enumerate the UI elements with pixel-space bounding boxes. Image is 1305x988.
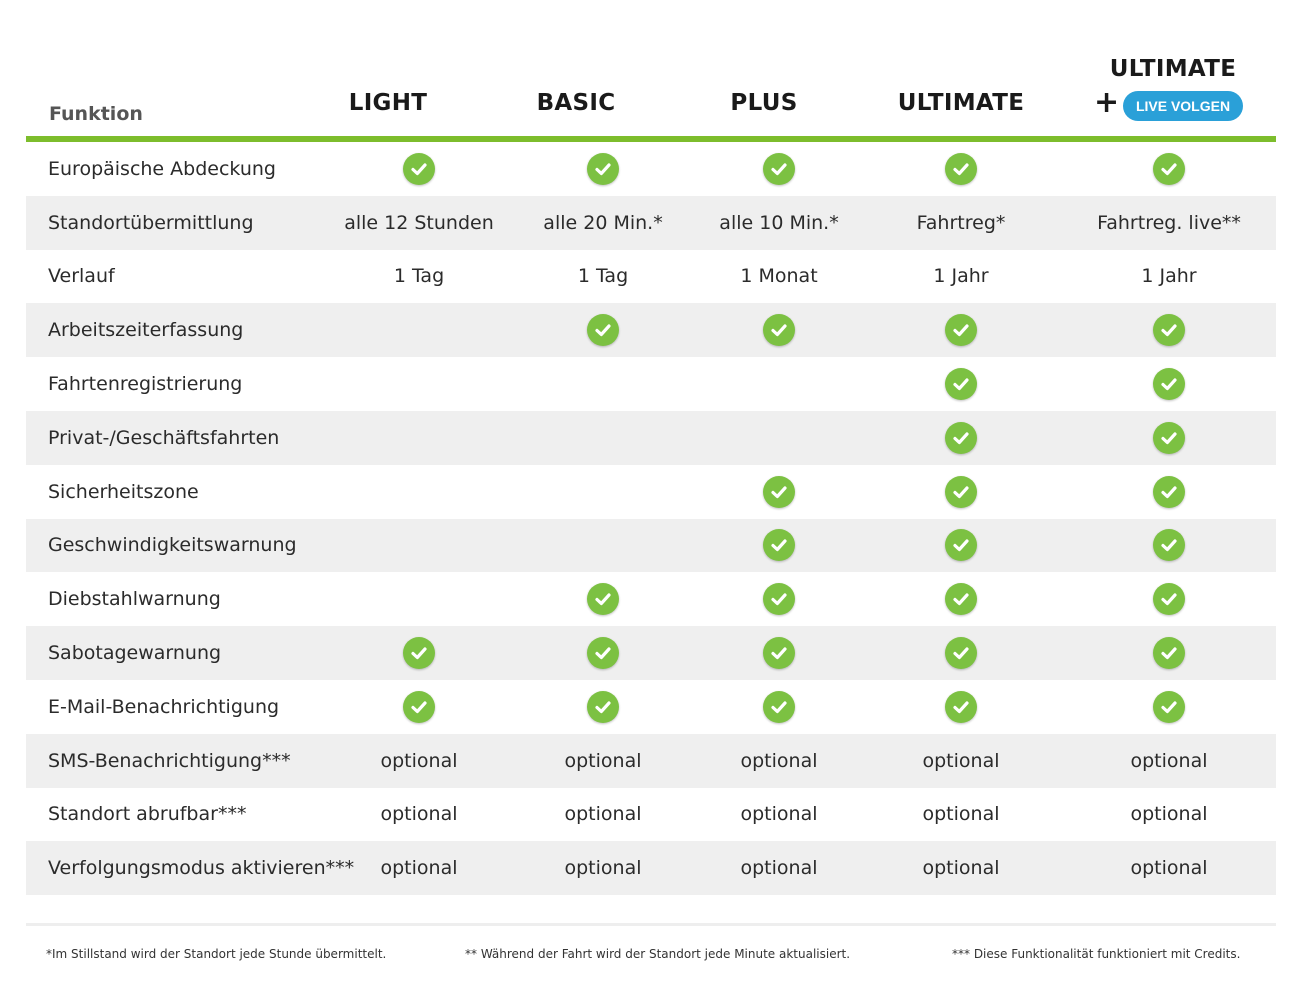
table-row — [26, 142, 1276, 196]
table-cell — [699, 465, 859, 519]
table-cell: alle 10 Min.* — [719, 211, 839, 234]
table-cell: Fahrtreg. live** — [1097, 211, 1241, 234]
checkmark-icon — [763, 583, 795, 615]
table-cell: 1 Tag — [577, 265, 629, 288]
table-cell — [339, 465, 499, 519]
table-cell — [699, 142, 859, 196]
checkmark-icon — [945, 314, 977, 346]
checkmark-icon — [1153, 637, 1185, 669]
checkmark-icon — [587, 691, 619, 723]
table-row — [26, 841, 1276, 895]
table-row — [26, 626, 1276, 680]
table-cell — [1069, 680, 1269, 734]
table-cell — [1069, 357, 1269, 411]
checkmark-icon — [763, 153, 795, 185]
table-cell — [1069, 519, 1269, 573]
table-row — [26, 411, 1276, 465]
checkmark-icon — [1153, 529, 1185, 561]
checkmark-icon — [763, 314, 795, 346]
table-cell — [1069, 572, 1269, 626]
table-cell — [339, 411, 499, 465]
table-cell: 1 Jahr — [1141, 265, 1197, 288]
plan-header-ultimate-live: ULTIMATE — [1109, 56, 1237, 82]
checkmark-icon — [945, 476, 977, 508]
table-row — [26, 519, 1276, 573]
feature-table — [26, 142, 1276, 895]
table-cell: optional — [564, 749, 642, 772]
checkmark-icon — [945, 368, 977, 400]
checkmark-icon — [403, 153, 435, 185]
checkmark-icon — [403, 637, 435, 669]
table-header — [26, 50, 1276, 136]
table-row — [26, 196, 1276, 250]
table-cell — [339, 303, 499, 357]
table-cell: optional — [1130, 857, 1208, 880]
table-cell — [523, 626, 683, 680]
checkmark-icon — [1153, 583, 1185, 615]
table-cell — [339, 680, 499, 734]
plan-header-basic: BASIC — [536, 90, 616, 116]
feature-label: Sabotagewarnung — [48, 642, 222, 665]
checkmark-icon — [587, 637, 619, 669]
table-row — [26, 250, 1276, 304]
plan-header-plus: PLUS — [730, 90, 798, 116]
table-cell: alle 20 Min.* — [543, 211, 663, 234]
checkmark-icon — [587, 153, 619, 185]
checkmark-icon — [945, 529, 977, 561]
table-cell — [881, 303, 1041, 357]
checkmark-icon — [587, 314, 619, 346]
table-cell — [523, 465, 683, 519]
table-cell — [699, 626, 859, 680]
table-cell — [881, 519, 1041, 573]
footer-divider — [26, 923, 1276, 926]
live-volgen-badge: LIVE VOLGEN — [1123, 91, 1243, 121]
table-cell — [881, 142, 1041, 196]
checkmark-icon — [945, 153, 977, 185]
table-cell — [699, 303, 859, 357]
footnote-2: ** Während der Fahrt wird der Standort jede Minute aktualisiert. — [465, 947, 851, 961]
checkmark-icon — [587, 583, 619, 615]
table-cell — [523, 519, 683, 573]
table-row — [26, 680, 1276, 734]
table-row — [26, 734, 1276, 788]
checkmark-icon — [1153, 422, 1185, 454]
table-cell — [1069, 626, 1269, 680]
table-cell — [881, 357, 1041, 411]
footnote-3: *** Diese Funktionalität funktioniert mit Credits. — [952, 947, 1241, 961]
table-cell: optional — [740, 857, 818, 880]
checkmark-icon — [1153, 314, 1185, 346]
table-cell — [523, 142, 683, 196]
footnote-1: *Im Stillstand wird der Standort jede Stunde übermittelt. — [46, 947, 387, 961]
table-cell: alle 12 Stunden — [344, 211, 494, 234]
table-cell: optional — [380, 749, 458, 772]
table-cell: 1 Tag — [393, 265, 445, 288]
table-cell — [1069, 303, 1269, 357]
feature-label: Standortübermittlung — [48, 211, 254, 234]
table-cell — [881, 626, 1041, 680]
table-row — [26, 788, 1276, 842]
table-cell: optional — [922, 857, 1000, 880]
table-cell — [881, 572, 1041, 626]
plan-header-ultimate: ULTIMATE — [897, 90, 1025, 116]
table-cell — [339, 142, 499, 196]
checkmark-icon — [1153, 691, 1185, 723]
feature-label: Verlauf — [48, 265, 115, 288]
feature-label: Fahrtenregistrierung — [48, 373, 243, 396]
table-row — [26, 357, 1276, 411]
feature-label: Europäische Abdeckung — [48, 157, 276, 180]
table-cell — [523, 357, 683, 411]
table-cell: optional — [564, 803, 642, 826]
table-cell: 1 Jahr — [933, 265, 989, 288]
table-cell — [339, 519, 499, 573]
checkmark-icon — [1153, 153, 1185, 185]
table-cell: optional — [740, 749, 818, 772]
feature-label: Verfolgungsmodus aktivieren*** — [48, 857, 355, 880]
table-cell — [523, 303, 683, 357]
feature-label: Privat-/Geschäftsfahrten — [48, 426, 280, 449]
table-cell — [699, 572, 859, 626]
table-cell: optional — [922, 803, 1000, 826]
table-cell: optional — [922, 749, 1000, 772]
table-cell — [1069, 465, 1269, 519]
table-cell — [523, 411, 683, 465]
table-cell — [339, 572, 499, 626]
table-cell: Fahrtreg* — [916, 211, 1006, 234]
table-cell: optional — [1130, 749, 1208, 772]
table-cell: optional — [1130, 803, 1208, 826]
plan-header-light: LIGHT — [348, 90, 428, 116]
table-row — [26, 465, 1276, 519]
checkmark-icon — [945, 583, 977, 615]
checkmark-icon — [945, 637, 977, 669]
feature-label: Geschwindigkeitswarnung — [48, 534, 297, 557]
checkmark-icon — [763, 476, 795, 508]
table-cell: optional — [380, 803, 458, 826]
plus-icon: + — [1094, 85, 1120, 120]
checkmark-icon — [1153, 368, 1185, 400]
feature-label: E-Mail-Benachrichtigung — [48, 695, 280, 718]
table-cell — [1069, 142, 1269, 196]
checkmark-icon — [763, 691, 795, 723]
checkmark-icon — [945, 422, 977, 454]
funktion-column-header: Funktion — [49, 103, 143, 125]
table-cell — [699, 680, 859, 734]
table-cell — [881, 465, 1041, 519]
table-cell — [339, 626, 499, 680]
feature-label: SMS-Benachrichtigung*** — [48, 749, 291, 772]
table-row — [26, 572, 1276, 626]
table-cell — [881, 411, 1041, 465]
table-cell — [881, 680, 1041, 734]
checkmark-icon — [763, 529, 795, 561]
table-cell: optional — [380, 857, 458, 880]
table-cell — [523, 572, 683, 626]
table-cell — [523, 680, 683, 734]
table-cell — [1069, 411, 1269, 465]
table-cell: 1 Monat — [740, 265, 818, 288]
table-cell — [699, 519, 859, 573]
table-cell: optional — [564, 857, 642, 880]
table-cell: optional — [740, 803, 818, 826]
table-cell — [699, 411, 859, 465]
checkmark-icon — [1153, 476, 1185, 508]
feature-label: Standort abrufbar*** — [48, 803, 247, 826]
checkmark-icon — [945, 691, 977, 723]
checkmark-icon — [763, 637, 795, 669]
table-cell — [699, 357, 859, 411]
feature-label: Arbeitszeiterfassung — [48, 319, 244, 342]
checkmark-icon — [403, 691, 435, 723]
feature-label: Sicherheitszone — [48, 480, 199, 503]
table-cell — [339, 357, 499, 411]
table-row — [26, 303, 1276, 357]
feature-label: Diebstahlwarnung — [48, 588, 221, 611]
